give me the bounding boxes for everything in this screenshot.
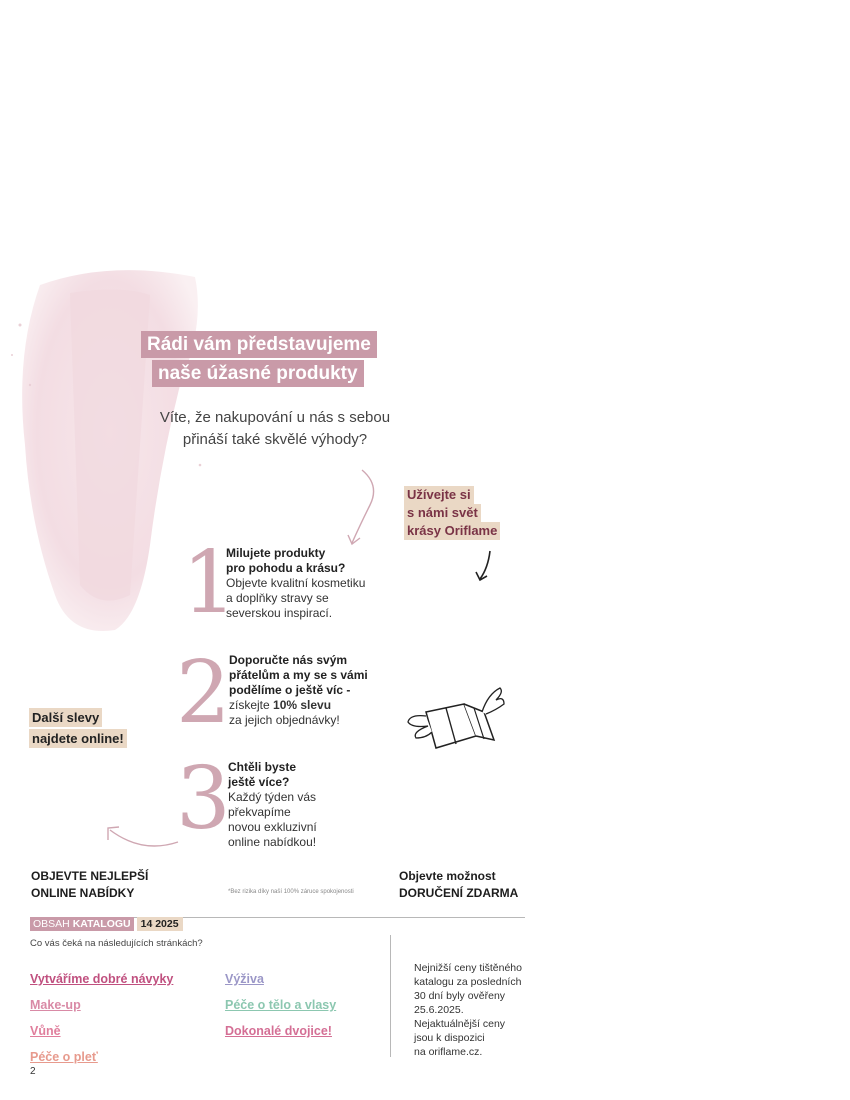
catalog-question: Co vás čeká na následujících stránkách? <box>30 938 203 949</box>
catalog-link-makeup[interactable]: Make-up <box>30 998 81 1012</box>
enjoy-callout <box>404 486 500 540</box>
vertical-divider <box>390 935 391 1057</box>
step-1-number: 1 <box>182 533 237 633</box>
curved-arrow-icon <box>340 465 390 550</box>
step-3-text-line1: Každý týden vás <box>228 790 317 804</box>
flying-gift-icon <box>404 686 508 756</box>
page-number: 2 <box>30 1066 36 1077</box>
catalog-link-skincare[interactable]: Péče o pleť <box>30 1050 98 1064</box>
price-note-line6: jsou k dispozici <box>414 1032 485 1044</box>
down-arrow-icon <box>472 548 496 584</box>
step-3-number: 3 <box>176 749 231 849</box>
catalog-header <box>30 917 183 931</box>
price-note-line3: 30 dní byly ověřeny <box>414 990 506 1002</box>
price-note-line7: na oriflame.cz. <box>414 1046 483 1058</box>
catalog-label-bold: KATALOGU <box>72 918 131 930</box>
hero-subtitle-line1: Víte, že nakupování u nás s sebou <box>159 409 391 426</box>
hero-title-line1: Rádi vám představujeme <box>141 331 377 358</box>
footnote: *Bez rizika díky naší 100% záruce spokojenosti <box>228 889 354 895</box>
step-3-text-line4: online nabídkou! <box>228 835 317 849</box>
step-1-text-line3: severskou inspirací. <box>226 606 333 620</box>
best-online-offers-line1: OBJEVTE NEJLEPŠÍ <box>31 869 149 883</box>
catalog-link-good-habits[interactable]: Vytváříme dobré návyky <box>30 972 174 986</box>
enjoy-line2: s námi svět <box>404 504 481 522</box>
step-1-title-line1: Milujete produkty <box>226 546 326 560</box>
hero-subtitle <box>120 407 430 451</box>
best-online-offers <box>31 868 148 902</box>
price-note-line1: Nejnižší ceny tištěného <box>414 962 522 974</box>
hero-subtitle-line2: přináší také skvělé výhody? <box>182 431 368 448</box>
hero-title <box>141 331 377 387</box>
step-2-title-line1: Doporučte nás svým <box>229 653 348 667</box>
catalog-number: 14 2025 <box>137 917 183 931</box>
discounts-line1: Další slevy <box>29 708 102 727</box>
catalog-link-body-hair[interactable]: Péče o tělo a vlasy <box>225 998 337 1012</box>
catalog-link-fragrance[interactable]: Vůně <box>30 1024 61 1038</box>
free-delivery-line2: DORUČENÍ ZDARMA <box>399 886 519 900</box>
step-2-title-line2: přátelům a my se s vámi <box>229 668 368 682</box>
step-2 <box>229 653 399 728</box>
catalog-link-nutrition[interactable]: Výživa <box>225 972 264 986</box>
enjoy-line3: krásy Oriflame <box>404 522 500 540</box>
step-2-text-pre: získejte <box>229 698 274 712</box>
step-1-text-line2: a doplňky stravy se <box>226 591 329 605</box>
step-3 <box>228 760 388 850</box>
curved-arrow-left-icon <box>102 818 182 852</box>
step-1-text-line1: Objevte kvalitní kosmetiku <box>226 576 366 590</box>
best-online-offers-line2: ONLINE NABÍDKY <box>31 886 135 900</box>
step-3-text-line2: překvapíme <box>228 805 291 819</box>
step-2-title-line3: podělíme o ještě víc - <box>229 683 351 697</box>
step-1 <box>226 546 386 621</box>
catalog-label <box>30 917 134 931</box>
catalog-col2 <box>225 966 336 1044</box>
discounts-callout <box>29 708 127 748</box>
catalog-label-light: OBSAH <box>33 918 70 930</box>
price-note-line2: katalogu za posledních <box>414 976 522 988</box>
price-note-line4: 25.6.2025. <box>414 1004 464 1016</box>
free-delivery-line1: Objevte možnost <box>399 869 496 883</box>
step-3-title-line2: ještě více? <box>228 775 290 789</box>
price-note <box>414 961 544 1059</box>
step-2-text-bold: 10% slevu <box>273 698 332 712</box>
catalog-link-perfect-pairs[interactable]: Dokonalé dvojice! <box>225 1024 332 1038</box>
hero-title-line2: naše úžasné produkty <box>152 360 364 387</box>
step-1-title-line2: pro pohodu a krásu? <box>226 561 346 575</box>
free-delivery <box>399 868 518 902</box>
step-3-text-line3: novou exkluzivní <box>228 820 317 834</box>
step-2-number: 2 <box>176 643 231 743</box>
price-note-line5: Nejaktuálnější ceny <box>414 1018 506 1030</box>
step-3-title-line1: Chtěli byste <box>228 760 297 774</box>
enjoy-line1: Užívejte si <box>404 486 474 504</box>
powder-swatch-image <box>0 265 210 645</box>
catalog-col1 <box>30 966 173 1070</box>
discounts-line2: najdete online! <box>29 729 127 748</box>
step-2-text-post: za jejich objednávky! <box>229 713 340 727</box>
